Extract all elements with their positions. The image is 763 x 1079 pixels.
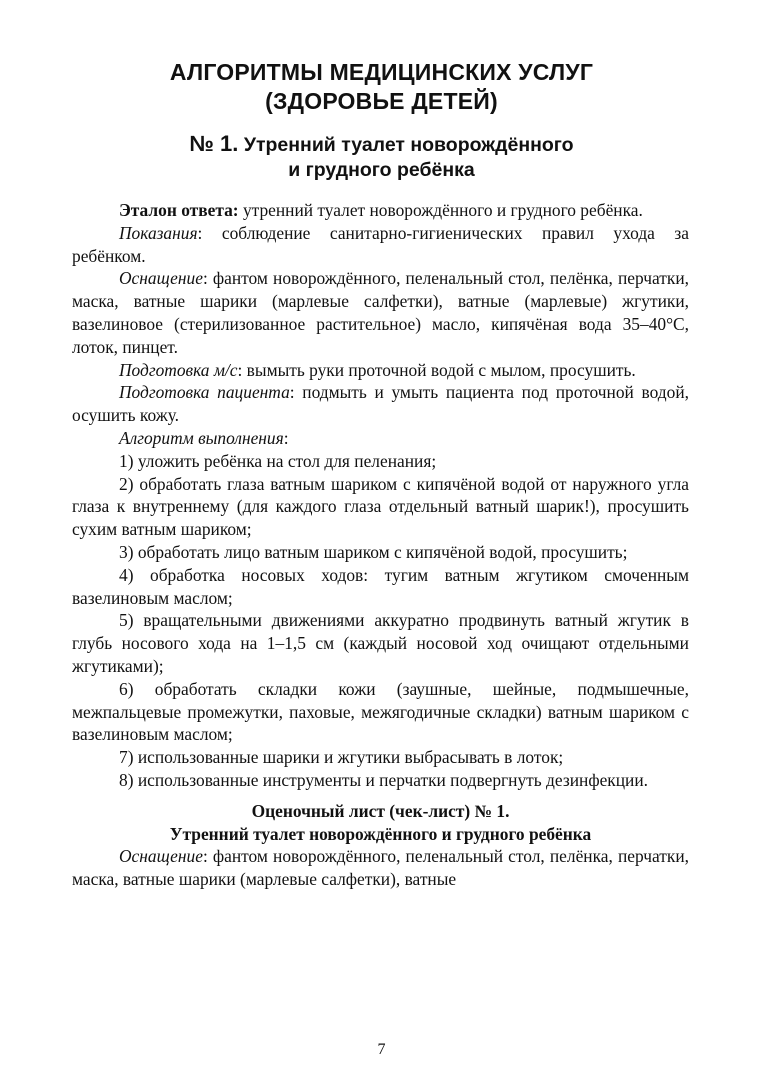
section-number: № 1.	[189, 131, 239, 156]
document-body	[72, 199, 689, 891]
patient-prep-label: Подготовка пациента	[119, 382, 290, 403]
checklist-equipment-label: Оснащение	[119, 846, 203, 867]
indications-text: : соблюдение санитарно-гигиенических правил ухода за ребёнком.	[72, 222, 689, 266]
patient-prep-paragraph	[72, 381, 689, 427]
algorithm-step: 1) уложить ребёнка на стол для пеленания;	[119, 450, 437, 471]
algorithm-step: 7) использованные шарики и жгутики выбрасывать в лоток;	[119, 747, 564, 768]
section-title: Утренний туалет новорождённого	[243, 134, 574, 156]
checklist-equipment-paragraph	[72, 845, 689, 891]
main-title-line-2: (ЗДОРОВЬЕ ДЕТЕЙ)	[265, 88, 498, 114]
answer-text: утренний туалет новорождённого и грудного ребёнка.	[242, 200, 643, 220]
checklist-equipment-text: : фантом новорождённого, пеленальный стол, пелёнка, перчатки, маска, ватные шарики (марлевые салфетки), ватные	[72, 846, 689, 890]
algorithm-step: 5) вращательными движениями аккуратно продвинуть ватный жгутик в глубь носового хода на 1–1,5 см (каждый носовой ход очищают отдельными жгутиками);	[72, 610, 689, 676]
section-heading-line-1	[0, 131, 763, 158]
checklist-subtitle: Утренний туалет новорождённого и грудного ребёнка	[169, 823, 592, 844]
indications-label: Показания	[119, 222, 198, 243]
patient-prep-text: : подмыть и умыть пациента под проточной водой, осушить кожу.	[72, 382, 689, 426]
nurse-prep-text: : вымыть руки проточной водой с мылом, просушить.	[237, 359, 636, 380]
algorithm-step: 4) обработка носовых ходов: тугим ватным жгутиком смоченным вазелиновым маслом;	[72, 564, 689, 608]
algorithm-label: Алгоритм выполнения	[119, 427, 284, 448]
algorithm-colon: :	[283, 427, 289, 448]
section-heading-line-2: и грудного ребёнка	[288, 159, 475, 181]
checklist-title: Оценочный лист (чек-лист) № 1.	[251, 800, 510, 821]
algorithm-heading	[72, 427, 689, 450]
page-number: 7	[377, 1041, 386, 1058]
equipment-label: Оснащение	[119, 268, 203, 289]
nurse-prep-paragraph	[72, 359, 689, 382]
equipment-text: : фантом новорождённого, пеленальный стол, пелёнка, перчатки, маска, ватные шарики (марлевые салфетки), ватные (марлевые) жгутики, вазелиновое (стерилизованное растительное) масло, кипячёная вода 35–40°C, лоток, пинцет.	[72, 268, 689, 357]
indications-paragraph	[72, 222, 689, 268]
main-title-line-1: АЛГОРИТМЫ МЕДИЦИНСКИХ УСЛУГ	[169, 59, 594, 85]
algorithm-step: 8) использованные инструменты и перчатки подвергнуть дезинфекции.	[119, 769, 649, 790]
algorithm-step: 3) обработать лицо ватным шариком с кипячёной водой, просушить;	[119, 541, 628, 562]
answer-paragraph	[72, 199, 689, 222]
answer-label: Эталон ответа:	[119, 200, 239, 220]
algorithm-step: 2) обработать глаза ватным шариком с кипячёной водой от наружного угла глаза к внутреннему (для каждого глаза отдельный ватный шарик!), просушить сухим ватным шариком;	[72, 473, 689, 540]
algorithm-step: 6) обработать складки кожи (заушные, шейные, подмышечные, межпальцевые промежутки, паховые, межягодичные складки) ватным шариком с вазелиновым маслом;	[72, 678, 689, 745]
nurse-prep-label: Подготовка м/с	[119, 359, 238, 380]
equipment-paragraph	[72, 267, 689, 358]
